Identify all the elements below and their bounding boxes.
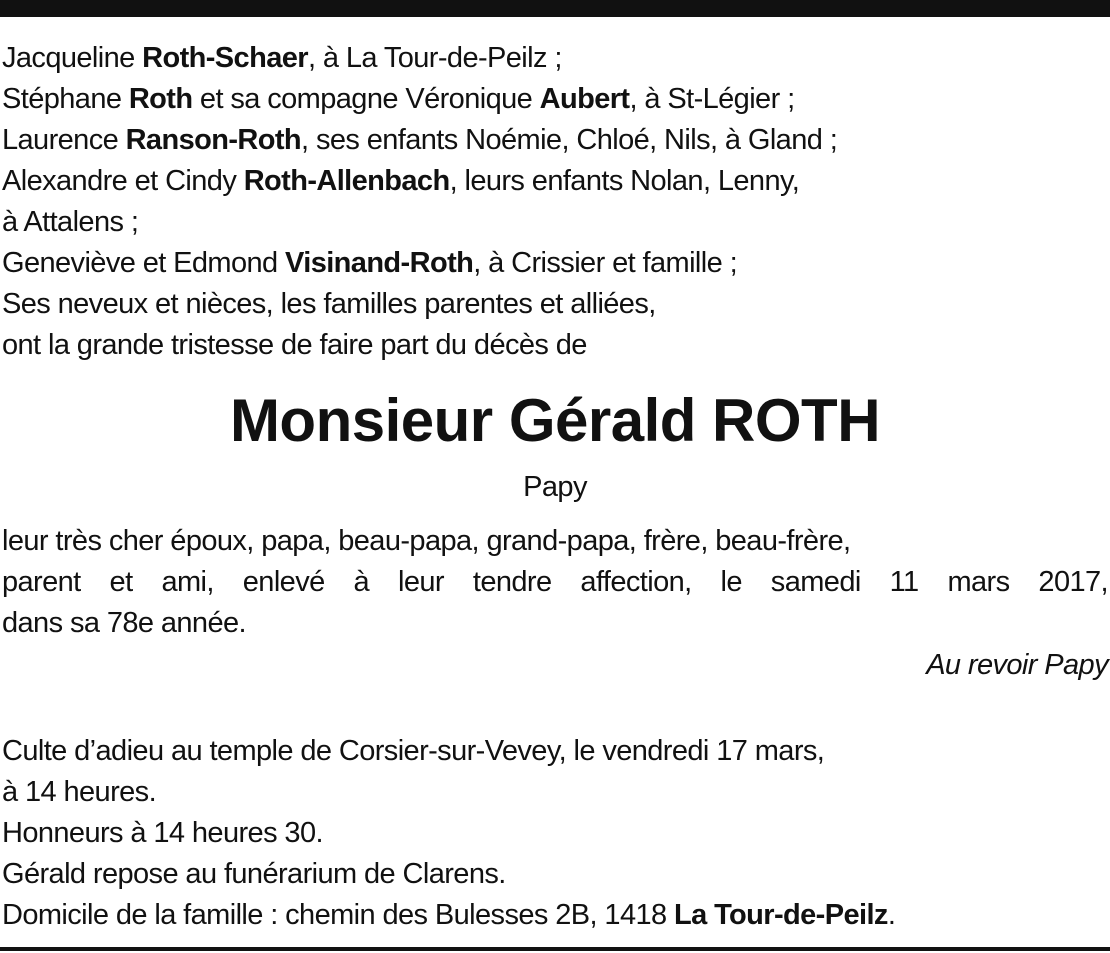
- farewell-signature: Au revoir Papy: [926, 649, 1108, 681]
- ceremony-line: Gérald repose au funérarium de Clarens.: [2, 858, 506, 890]
- family-announcement: [2, 38, 1108, 366]
- ceremony-line: à 14 heures.: [2, 776, 157, 808]
- deceased-nickname: Papy: [523, 471, 587, 503]
- family-surname: Roth-Allenbach: [243, 165, 450, 197]
- family-line: Jacqueline Roth-Schaer, à La Tour-de-Peilz ;: [2, 42, 562, 74]
- description-line: parent et ami, enlevé à leur tendre affection, le samedi 11 mars 2017,: [2, 566, 1108, 598]
- family-surname: Aubert: [539, 83, 630, 115]
- family-surname: Roth: [128, 83, 193, 115]
- ceremony-details: [2, 731, 1108, 936]
- family-surname: Visinand-Roth: [285, 247, 474, 279]
- ceremony-line: Honneurs à 14 heures 30.: [2, 817, 323, 849]
- ceremony-line: Culte d’adieu au temple de Corsier-sur-Vevey, le vendredi 17 mars,: [2, 735, 825, 767]
- top-rule: [0, 0, 1110, 17]
- description-line: leur très cher époux, papa, beau-papa, grand-papa, frère, beau-frère,: [2, 525, 851, 557]
- ceremony-line: Domicile de la famille : chemin des Bulesses 2B, 1418 La Tour-de-Peilz.: [2, 899, 896, 931]
- family-surname: Ranson-Roth: [125, 124, 302, 156]
- family-surname: Roth-Schaer: [142, 42, 308, 74]
- description-line: dans sa 78e année.: [2, 607, 246, 639]
- family-line: Laurence Ranson-Roth, ses enfants Noémie, Chloé, Nils, à Gland ;: [2, 124, 838, 156]
- family-line: Alexandre et Cindy Roth-Allenbach, leurs enfants Nolan, Lenny,: [2, 165, 800, 197]
- family-line: Stéphane Roth et sa compagne Véronique Aubert, à St-Légier ;: [2, 83, 795, 115]
- family-line: à Attalens ;: [2, 206, 139, 238]
- deceased-description: [2, 521, 1108, 644]
- family-line: Ses neveux et nièces, les familles parentes et alliées,: [2, 288, 656, 320]
- family-domicile-town: La Tour-de-Peilz: [674, 899, 888, 931]
- family-line: Geneviève et Edmond Visinand-Roth, à Crissier et famille ;: [2, 247, 738, 279]
- family-line: ont la grande tristesse de faire part du décès de: [2, 329, 587, 361]
- deceased-name: Monsieur Gérald ROTH: [229, 387, 881, 454]
- bottom-rule: [0, 947, 1110, 951]
